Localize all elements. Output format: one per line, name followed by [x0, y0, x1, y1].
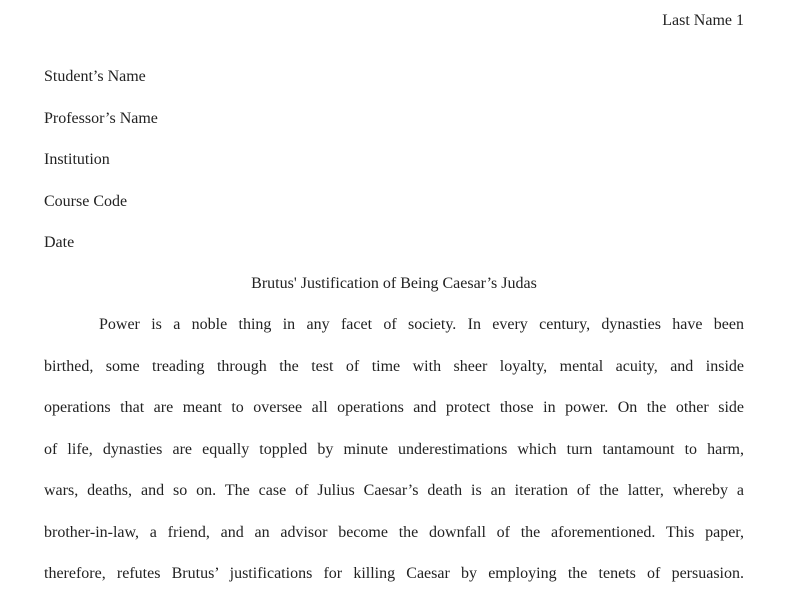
body-line: Power is a noble thing in any facet of society. In every century, dynasties have been [99, 316, 744, 333]
body-line: birthed, some treading through the test of time with sheer loyalty, mental acuity, and inside [44, 357, 744, 375]
institution: Institution [44, 151, 110, 168]
body-line: therefore, refutes Brutus’ justifications for killing Caesar by employing the tenets of persuasion. [44, 565, 744, 582]
body-line: brother-in-law, a friend, and an advisor become the downfall of the aforementioned. This paper, [44, 523, 744, 541]
body-line: operations that are meant to oversee all operations and protect those in power. On the other side [44, 399, 744, 416]
student-name: Student’s Name [44, 68, 146, 85]
course-code: Course Code [44, 192, 128, 210]
body-line: of life, dynasties are equally toppled by minute underestimations which turn tantamount to harm, [44, 440, 744, 458]
body-paragraph [44, 304, 744, 595]
paper-title: Brutus' Justification of Being Caesar’s Judas [251, 275, 537, 292]
professor-name: Professor’s Name [44, 109, 158, 127]
body-line: wars, deaths, and so on. The case of Julius Caesar’s death is an iteration of the latter, whereby a [44, 482, 744, 499]
mla-heading [44, 56, 744, 264]
date: Date [44, 234, 75, 251]
running-head: Last Name 1 [662, 12, 744, 29]
